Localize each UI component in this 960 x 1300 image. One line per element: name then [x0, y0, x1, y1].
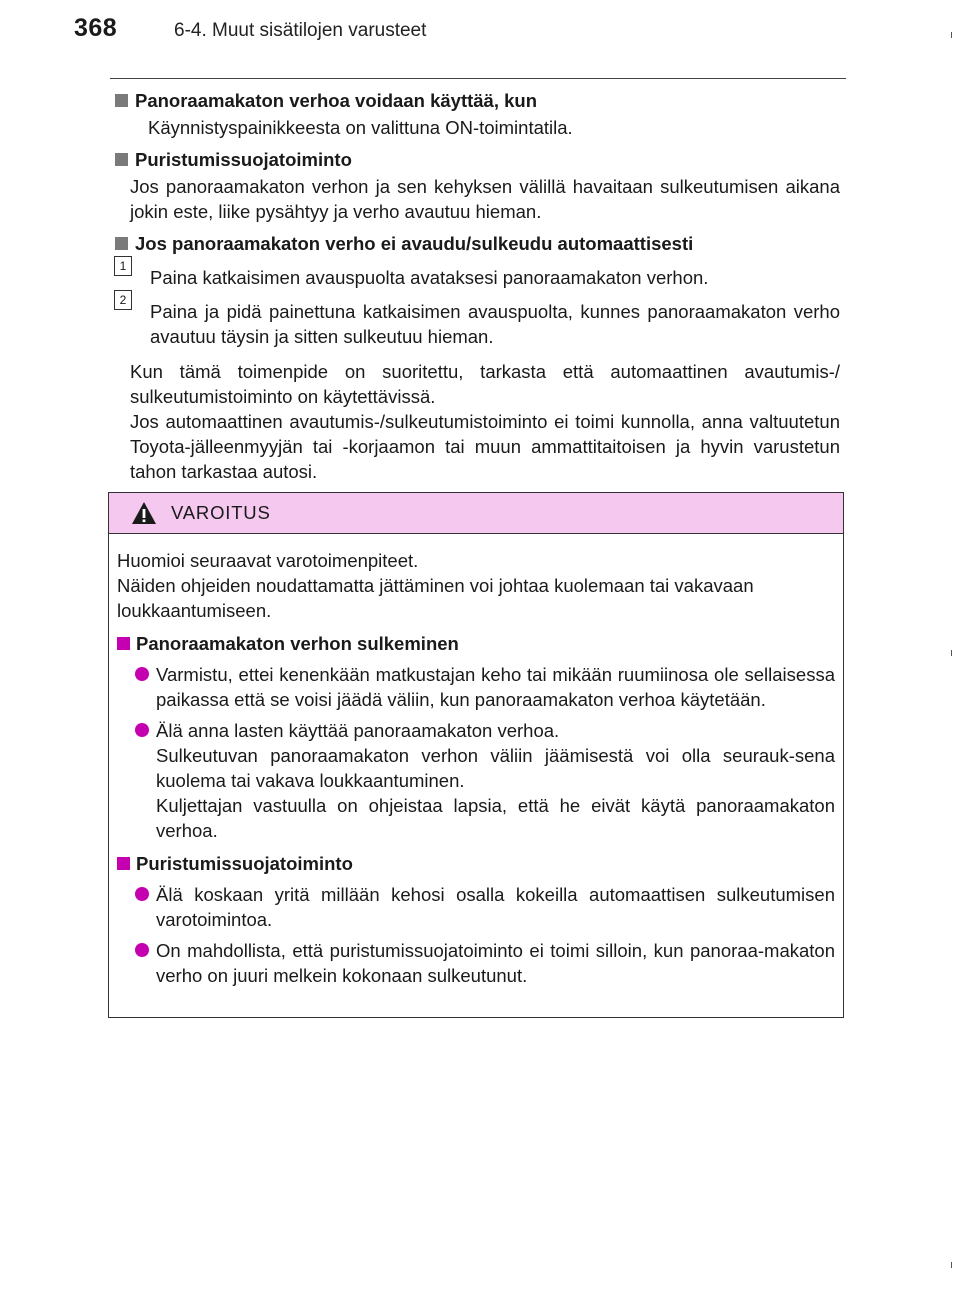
step-number-badge: 2: [114, 290, 132, 310]
crop-mark: [951, 1262, 952, 1268]
round-bullet-icon: [135, 887, 149, 901]
step-item: [114, 293, 840, 349]
bullet-item: [135, 938, 835, 988]
bullet-item: [135, 718, 835, 843]
heading-text: Panoraamakaton verhoa voidaan käyttää, kun: [135, 90, 538, 111]
warning-header: [109, 493, 843, 534]
warning-body: [109, 534, 843, 988]
bullet-item: [135, 882, 835, 932]
paragraph: Käynnistyspainikkeesta on valittuna ON-toimintatila.: [148, 117, 573, 138]
heading-text: Puristumissuojatoiminto: [135, 149, 352, 170]
header-divider: [110, 78, 846, 79]
paragraph: Jos panoraamakaton verhon ja sen kehyksen välillä havaitaan sulkeutumisen aikana jokin este, liike pysähtyy ja verho avautuu hieman.: [130, 176, 840, 222]
warning-heading: [117, 851, 835, 876]
bullet-text: On mahdollista, että puristumissuojatoiminto ei toimi silloin, kun panoraa-makaton verho on juuri melkein kokonaan sulkeutunut.: [156, 940, 835, 986]
square-bullet-icon: [117, 637, 130, 650]
bullet-line: Kuljettajan vastuulla on ohjeistaa lapsia, että he eivät käytä panoraamakaton verhoa.: [156, 795, 835, 841]
crop-mark: [951, 32, 952, 38]
step-item: [114, 259, 840, 290]
warning-intro: Näiden ohjeiden noudattamatta jättäminen voi johtaa kuolemaan tai vakavaan loukkaantumiseen.: [117, 575, 754, 621]
warning-intro: Huomioi seuraavat varotoimenpiteet.: [117, 550, 419, 571]
warning-title: VAROITUS: [171, 502, 271, 523]
paragraph: Jos automaattinen avautumis-/sulkeutumistoiminto ei toimi kunnolla, anna valtuutetun Toyota-jälleenmyyjän tai -korjaamon tai muun ammattitaitoisen ja hyvin varustetun tahon tarkastaa autosi.: [130, 411, 840, 482]
square-bullet-icon: [117, 857, 130, 870]
step-text: Paina katkaisimen avauspuolta avataksesi panoraamakaton verhon.: [150, 267, 709, 288]
crop-mark: [951, 650, 952, 656]
bullet-line: Älä anna lasten käyttää panoraamakaton verhoa.: [156, 720, 560, 741]
square-bullet-icon: [115, 94, 128, 107]
step-number-badge: 1: [114, 256, 132, 276]
round-bullet-icon: [135, 943, 149, 957]
bullet-text: Älä koskaan yritä millään kehosi osalla kokeilla automaattisen sulkeutumisen varotoimintoa.: [156, 884, 835, 930]
section-title: 6-4. Muut sisätilojen varusteet: [174, 20, 427, 41]
page-header: [74, 14, 426, 58]
bullet-text: Varmistu, ettei kenenkään matkustajan keho tai mikään ruumiinosa ole sellaisessa paikassa että se voisi jäädä väliin, kun panoraamakaton verhoa käytetään.: [156, 664, 835, 710]
main-content: [110, 88, 840, 484]
square-bullet-icon: [115, 153, 128, 166]
heading-text: Panoraamakaton verhon sulkeminen: [136, 633, 459, 654]
round-bullet-icon: [135, 723, 149, 737]
heading-text: Puristumissuojatoiminto: [136, 853, 353, 874]
section-heading: [110, 147, 840, 172]
warning-heading: [117, 631, 835, 656]
bullet-line: Sulkeutuvan panoraamakaton verhon väliin jäämisestä voi olla seurauk-sena kuolema tai vakava loukkaantuminen.: [156, 745, 835, 791]
warning-box: [108, 492, 844, 1018]
page-number: 368: [74, 14, 118, 42]
paragraph: Kun tämä toimenpide on suoritettu, tarkasta että automaattinen avautumis-/ sulkeutumistoiminto on käytettävissä.: [130, 361, 840, 407]
square-bullet-icon: [115, 237, 128, 250]
round-bullet-icon: [135, 667, 149, 681]
heading-text: Jos panoraamakaton verho ei avaudu/sulkeudu automaattisesti: [135, 233, 694, 254]
bullet-item: [135, 662, 835, 712]
section-heading: [110, 231, 840, 256]
section-heading: [110, 88, 840, 113]
warning-triangle-icon: [131, 501, 157, 525]
bullet-text: [156, 718, 835, 843]
step-text: Paina ja pidä painettuna katkaisimen avauspuolta, kunnes panoraamakaton verho avautuu täysin ja sitten sulkeutuu hieman.: [150, 301, 840, 347]
